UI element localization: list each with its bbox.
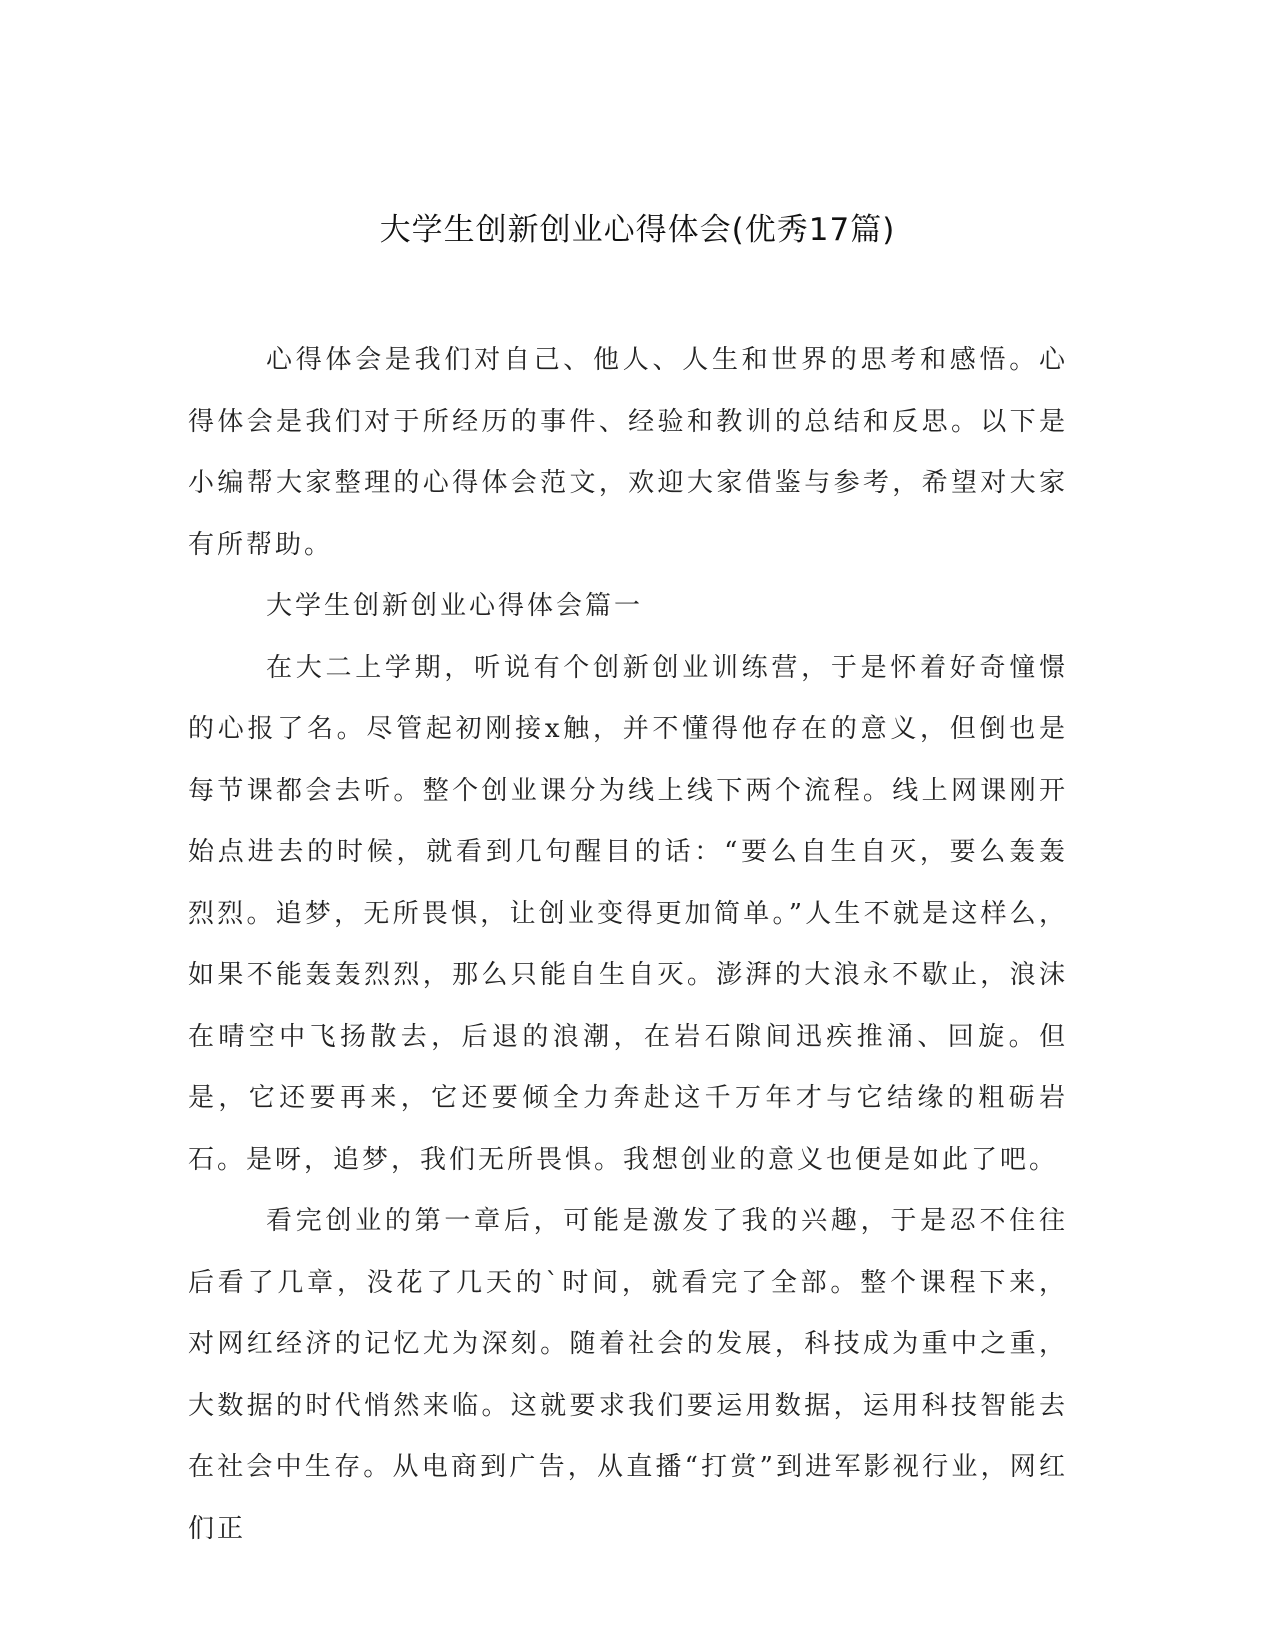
- body-paragraph: 在大二上学期，听说有个创新创业训练营，于是怀着好奇憧憬的心报了名。尽管起初刚接x触，并不懂得他存在的意义，但倒也是每节课都会去听。整个创业课分为线上线下两个流程。线上网课刚开始点进去的时候，就看到几句醒目的话：“要么自生自灭，要么轰轰烈烈。追梦，无所畏惧，让创业变得更加简单。”人生不就是这样么，如果不能轰轰烈烈，那么只能自生自灭。澎湃的大浪永不歇止，浪沫在晴空中飞扬散去，后退的浪潮，在岩石隙间迅疾推涌、回旋。但是，它还要再来，它还要倾全力奔赴这千万年才与它结缘的粗砺岩石。是呀，追梦，我们无所畏惧。我想创业的意义也便是如此了吧。: [188, 652, 1068, 1175]
- document-title: 大学生创新创业心得体会(优秀17篇): [379, 212, 896, 248]
- body-paragraph: 看完创业的第一章后，可能是激发了我的兴趣，于是忍不住往后看了几章，没花了几天的`时间，就看完了全部。整个课程下来，对网红经济的记忆尤为深刻。随着社会的发展，科技成为重中之重，大数据的时代悄然来临。这就要求我们要运用数据，运用科技智能去在社会中生存。从电商到广告，从直播“打赏”到进军影视行业，网红们正: [188, 1206, 1068, 1544]
- document-body: [188, 330, 1068, 1560]
- section-heading: 大学生创新创业心得体会篇一: [266, 591, 644, 621]
- intro-paragraph: 心得体会是我们对自己、他人、人生和世界的思考和感悟。心得体会是我们对于所经历的事件、经验和教训的总结和反思。以下是小编帮大家整理的心得体会范文，欢迎大家借鉴与参考，希望对大家有所帮助。: [188, 345, 1068, 560]
